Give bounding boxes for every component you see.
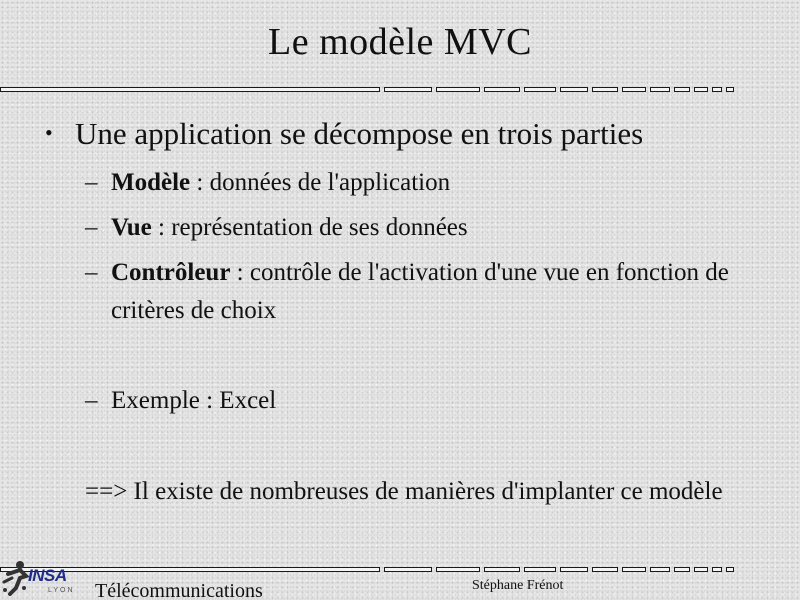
divider-segment [592, 87, 618, 92]
divider-segment [436, 87, 480, 92]
desc-vue: : représentation de ses données [151, 214, 468, 241]
dash-icon: – [85, 169, 98, 196]
divider-segment [384, 87, 432, 92]
divider-segment [650, 87, 670, 92]
divider-segment [524, 87, 556, 92]
footer-department: Télécommunications [95, 580, 263, 600]
dash-icon: – [85, 214, 98, 241]
main-bullet [45, 116, 643, 152]
logo-name: INSA [28, 566, 67, 585]
title-divider [0, 85, 735, 93]
divider-segment [560, 567, 588, 572]
exemple-text: Exemple : Excel [111, 387, 277, 414]
desc-controleur: : contrôle de l'activation d'une vue en fonction de critères de choix [111, 259, 729, 324]
divider-segment [650, 567, 670, 572]
sub-bullet-modele [85, 164, 765, 202]
dash-icon: – [85, 259, 98, 286]
divider-segment [726, 87, 734, 92]
bullet-dot-icon: • [45, 120, 53, 145]
divider-segment [484, 567, 520, 572]
divider-segment [694, 567, 708, 572]
divider-segment [674, 567, 690, 572]
note-text: ==> Il existe de nombreuses de manières d'implanter ce modèle [85, 478, 723, 505]
divider-segment [484, 87, 520, 92]
dash-icon: – [85, 387, 98, 414]
divider-segment [560, 87, 588, 92]
main-bullet-text: Une application se décompose en trois parties [75, 116, 644, 151]
term-controleur: Contrôleur [111, 259, 231, 286]
divider-segment [726, 567, 734, 572]
term-vue: Vue [111, 214, 152, 241]
divider-segment [712, 87, 722, 92]
divider-segment [592, 567, 618, 572]
sub-bullet-vue [85, 209, 765, 247]
divider-segment [436, 567, 480, 572]
divider-segment [384, 567, 432, 572]
insa-logo [0, 556, 82, 600]
footer-author: Stéphane Frénot [472, 578, 564, 593]
divider-segment [0, 87, 380, 92]
slide-title: Le modèle MVC [267, 21, 532, 63]
desc-modele: : données de l'application [190, 169, 451, 196]
logo-sub: LYON [48, 587, 75, 594]
divider-segment [622, 567, 646, 572]
sub-bullet-exemple [85, 382, 765, 420]
divider-segment [694, 87, 708, 92]
term-modele: Modèle [111, 169, 191, 196]
logo-figure-icon [0, 560, 30, 596]
divider-segment [674, 87, 690, 92]
sub-bullet-controleur [85, 254, 745, 330]
divider-segment [712, 567, 722, 572]
divider-segment [524, 567, 556, 572]
divider-segment [622, 87, 646, 92]
footer-divider [0, 565, 735, 573]
